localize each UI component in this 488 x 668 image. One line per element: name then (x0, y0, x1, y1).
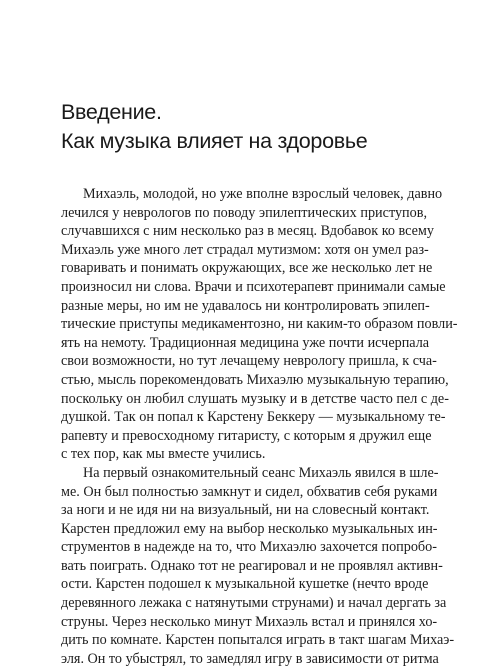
text-line: за ноги и не идя ни на визуальный, ни на словесный контакт. (61, 502, 430, 519)
text-line: струны. Через несколько минут Михаэль встал и принялся хо- (61, 613, 438, 630)
text-line: поскольку он любил слушать музыку и в детстве часто пел с де- (61, 390, 449, 407)
text-line: произносил ни слова. Врачи и психотерапевт принимали самые (61, 278, 446, 295)
text-line: говаривать и понимать окружающих, все же несколько лет не (61, 260, 433, 277)
text-line: с тех пор, как мы вместе учились. (61, 446, 266, 463)
text-line: рапевту и превосходному гитаристу, с которым я дружил еще (61, 427, 432, 444)
chapter-heading (61, 98, 441, 156)
text-line: случавшихся с ним несколько раз в месяц. Вдобавок ко всему (61, 223, 434, 240)
paragraph-1 (61, 185, 458, 464)
text-line: ме. Он был полностью замкнут и сидел, обхватив себя руками (61, 483, 438, 500)
body-text (61, 185, 458, 668)
text-line: Карстен предложил ему на выбор несколько музыкальных ин- (61, 520, 438, 537)
text-line: тические приступы медикаментозно, ни каким-то образом повли- (61, 316, 458, 333)
text-line: струментов в надежде на то, что Михаэлю захочется попробо- (61, 539, 437, 556)
text-line: Михаэль уже много лет страдал мутизмом: хотя он умел раз- (61, 241, 429, 258)
text-line: лечился у неврологов по поводу эпилептических приступов, (61, 204, 427, 221)
chapter-title-line-1: Введение. (61, 100, 162, 124)
text-line: стью, мысль порекомендовать Михаэлю музыкальную терапию, (61, 371, 449, 388)
text-line: деревянного лежака с натянутыми струнами) и начал дергать за (61, 595, 447, 612)
text-line: эля. Он то убыстрял, то замедлял игру в зависимости от ритма (61, 650, 439, 667)
paragraph-2 (61, 464, 455, 668)
text-line: ять на немоту. Традиционная медицина уже почти исчерпала (61, 334, 430, 351)
text-line: разные меры, но им не удавалось ни контролировать эпилеп- (61, 297, 430, 314)
text-line: Михаэль, молодой, но уже вполне взрослый человек, давно (83, 186, 443, 202)
text-line: ости. Карстен подошел к музыкальной кушетке (нечто вроде (61, 576, 429, 593)
text-line: душкой. Так он попал к Карстену Беккеру — музыкальному те- (61, 409, 446, 426)
text-line: дить по комнате. Карстен попытался играть в такт шагам Михаэ- (61, 632, 455, 649)
text-line: На первый ознакомительный сеанс Михаэль явился в шле- (83, 464, 439, 481)
chapter-title-line-2: Как музыка влияет на здоровье (61, 129, 368, 153)
text-line: вать поиграть. Однако тот не реагировал и не проявлял активн- (61, 557, 443, 574)
text-line: свои возможности, но тут лечащему неврологу пришла, к сча- (61, 353, 437, 370)
